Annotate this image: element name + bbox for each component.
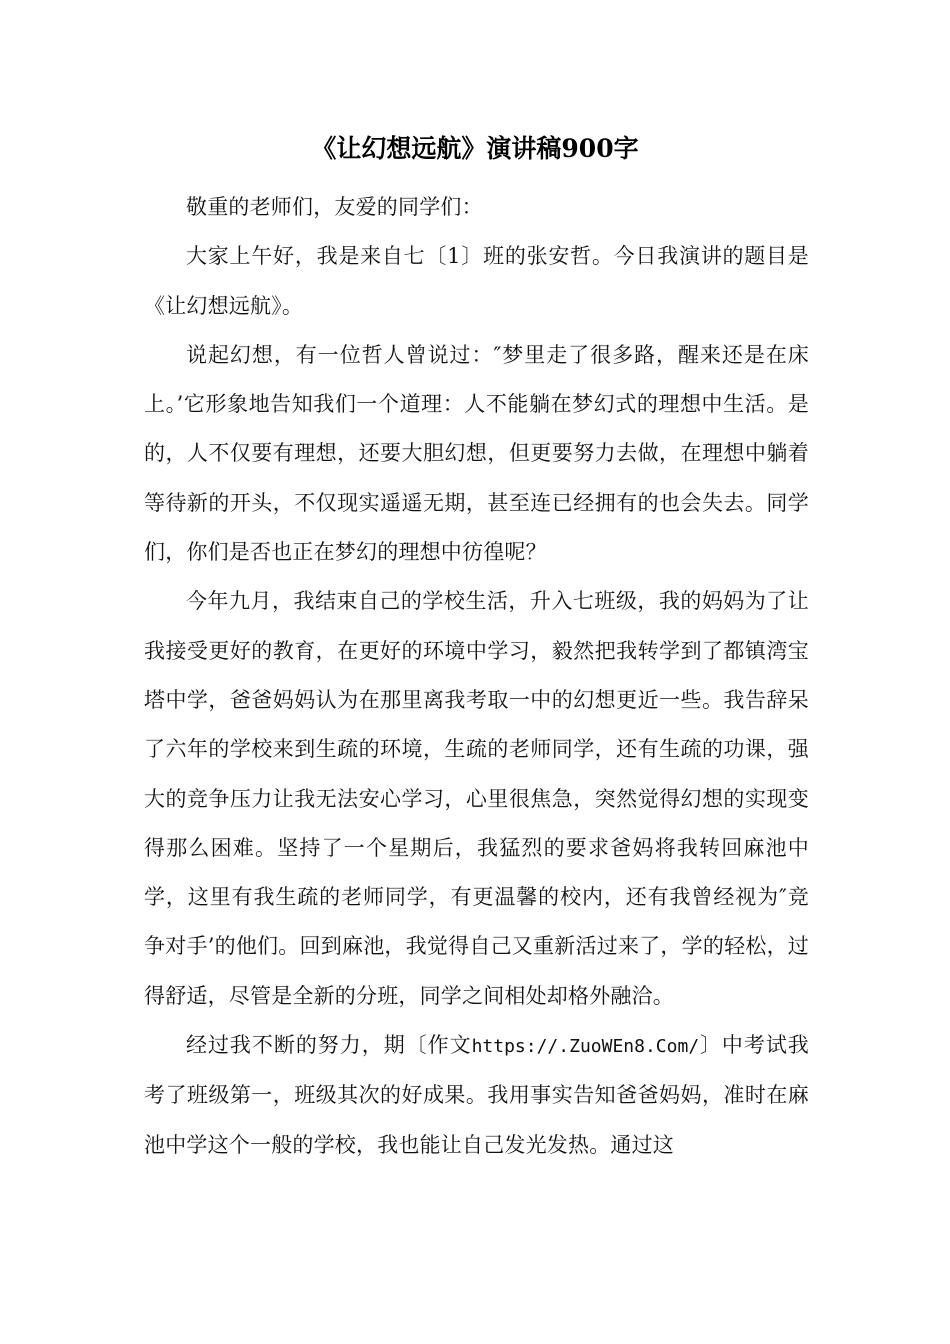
paragraph-text-before-url: 经过我不断的努力，期〔作文 [186,1033,472,1058]
paragraph-text-after-url: 〕中考试我考了班级第一，班级其次的好成果。我用事实告知爸爸妈妈，准时在麻池中学这个一般的学校，我也能让自己发光发热。通过这 [144,1033,809,1157]
inline-url: https://.ZuoWEn8.Com/ [471,1036,700,1058]
document-body [144,183,809,1170]
document-title: 《让幻想远航》演讲稿900字 [311,134,639,163]
paragraph-greeting: 敬重的老师们，友爱的同学们： [186,195,483,219]
paragraph-exam-result [144,1021,809,1170]
paragraph-school-transfer: 今年九月，我结束自己的学校生活，升入七班级，我的妈妈为了让我接受更好的教育，在更好的环境中学习，毅然把我转学到了都镇湾宝塔中学，爸爸妈妈认为在那里离我考取一中的幻想更近一些。我告辞呆了六年的学校来到生疏的环境，生疏的老师同学，还有生疏的功课，强大的竞争压力让我无法安心学习，心里很焦急，突然觉得幻想的实现变得那么困难。坚持了一个星期后，我猛烈的要求爸妈将我转回麻池中学，这里有我生疏的老师同学，有更温馨的校内，还有我曾经视为″竞争对手’的他们。回到麻池，我觉得自己又重新活过来了，学的轻松，过得舒适，尽管是全新的分班，同学之间相处却格外融洽。 [144,589,809,1008]
paragraph-philosopher-quote: 说起幻想，有一位哲人曾说过：″梦里走了很多路，醒来还是在床上。’它形象地告知我们一个道理：人不能躺在梦幻式的理想中生活。是的，人不仅要有理想，还要大胆幻想，但更要努力去做，在理想中躺着等待新的开头，不仅现实遥遥无期，甚至连已经拥有的也会失去。同学们，你们是否也正在梦幻的理想中彷徨呢？ [144,342,809,565]
paragraph-introduction: 大家上午好，我是来自七〔1〕班的张安哲。今日我演讲的题目是《让幻想远航》。 [144,244,809,318]
